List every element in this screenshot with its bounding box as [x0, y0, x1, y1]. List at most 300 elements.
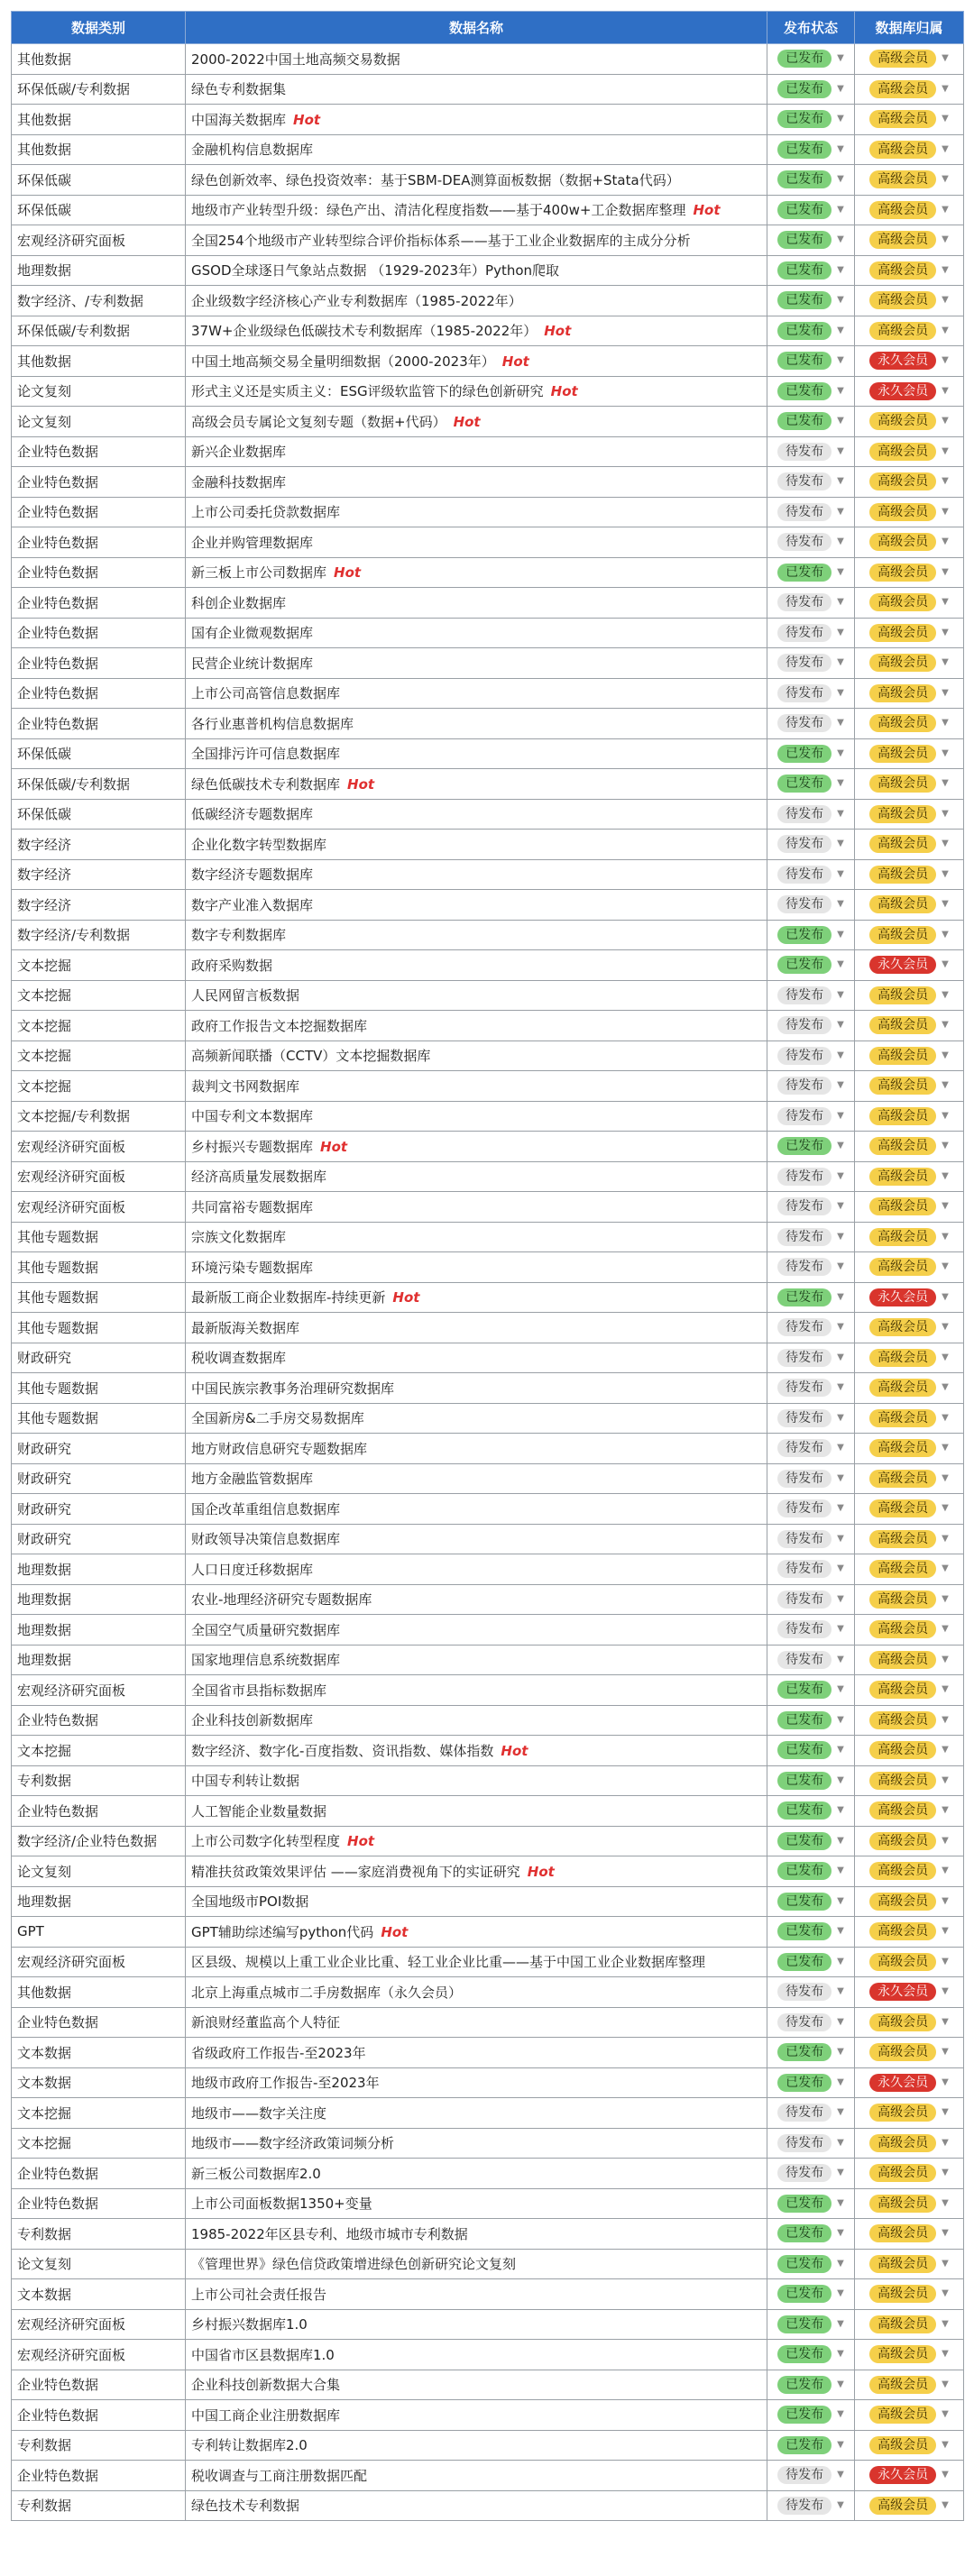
chevron-down-icon[interactable]: ▼ [837, 839, 844, 849]
cell-status[interactable] [767, 1434, 855, 1464]
cell-membership[interactable] [855, 799, 964, 830]
cell-status[interactable] [767, 105, 855, 135]
cell-status[interactable] [767, 799, 855, 830]
cell-status[interactable] [767, 2340, 855, 2370]
chevron-down-icon[interactable]: ▼ [837, 2228, 844, 2239]
cell-status[interactable] [767, 588, 855, 619]
status-badge[interactable]: 已发布 [777, 352, 832, 370]
chevron-down-icon[interactable]: ▼ [942, 1352, 949, 1362]
membership-badge[interactable]: 高级会员 [869, 1197, 936, 1215]
chevron-down-icon[interactable]: ▼ [942, 2168, 949, 2178]
cell-membership[interactable] [855, 316, 964, 346]
membership-badge[interactable]: 高级会员 [869, 2134, 936, 2152]
status-badge[interactable]: 已发布 [777, 322, 832, 340]
chevron-down-icon[interactable]: ▼ [942, 687, 949, 698]
status-badge[interactable]: 待发布 [777, 805, 832, 823]
chevron-down-icon[interactable]: ▼ [837, 143, 844, 154]
chevron-down-icon[interactable]: ▼ [837, 1774, 844, 1785]
status-badge[interactable]: 待发布 [777, 1560, 832, 1578]
membership-badge[interactable]: 高级会员 [869, 1922, 936, 1940]
status-badge[interactable]: 待发布 [777, 1168, 832, 1186]
status-badge[interactable]: 已发布 [777, 80, 832, 98]
membership-badge[interactable]: 高级会员 [869, 2376, 936, 2394]
chevron-down-icon[interactable]: ▼ [837, 747, 844, 758]
cell-membership[interactable] [855, 1282, 964, 1313]
status-badge[interactable]: 待发布 [777, 1107, 832, 1125]
membership-badge[interactable]: 高级会员 [869, 1953, 936, 1971]
cell-status[interactable] [767, 1524, 855, 1554]
cell-status[interactable] [767, 1282, 855, 1313]
cell-membership[interactable] [855, 2370, 964, 2400]
membership-badge[interactable]: 高级会员 [869, 805, 936, 823]
membership-badge[interactable]: 高级会员 [869, 564, 936, 582]
chevron-down-icon[interactable]: ▼ [837, 2499, 844, 2510]
cell-status[interactable] [767, 1373, 855, 1404]
cell-membership[interactable] [855, 2490, 964, 2521]
cell-status[interactable] [767, 2128, 855, 2159]
membership-badge[interactable]: 高级会员 [869, 2104, 936, 2122]
cell-status[interactable] [767, 497, 855, 527]
membership-badge[interactable]: 高级会员 [869, 1801, 936, 1820]
chevron-down-icon[interactable]: ▼ [942, 2258, 949, 2269]
membership-badge[interactable]: 永久会员 [869, 1288, 936, 1306]
status-badge[interactable]: 已发布 [777, 775, 832, 793]
status-badge[interactable]: 已发布 [777, 141, 832, 159]
cell-membership[interactable] [855, 618, 964, 648]
cell-status[interactable] [767, 286, 855, 316]
membership-badge[interactable]: 高级会员 [869, 231, 936, 249]
chevron-down-icon[interactable]: ▼ [942, 536, 949, 547]
chevron-down-icon[interactable]: ▼ [837, 1110, 844, 1121]
membership-badge[interactable]: 高级会员 [869, 2013, 936, 2031]
chevron-down-icon[interactable]: ▼ [837, 1866, 844, 1876]
membership-badge[interactable]: 高级会员 [869, 1772, 936, 1790]
chevron-down-icon[interactable]: ▼ [942, 295, 949, 306]
chevron-down-icon[interactable]: ▼ [837, 1472, 844, 1483]
cell-status[interactable] [767, 1343, 855, 1373]
cell-status[interactable] [767, 1947, 855, 1977]
chevron-down-icon[interactable]: ▼ [942, 1654, 949, 1664]
membership-badge[interactable]: 高级会员 [869, 472, 936, 490]
membership-badge[interactable]: 高级会员 [869, 322, 936, 340]
status-badge[interactable]: 已发布 [777, 1137, 832, 1155]
membership-badge[interactable]: 高级会员 [869, 1651, 936, 1669]
cell-membership[interactable] [855, 1826, 964, 1856]
chevron-down-icon[interactable]: ▼ [837, 295, 844, 306]
membership-badge[interactable]: 高级会员 [869, 170, 936, 188]
status-badge[interactable]: 已发布 [777, 382, 832, 400]
cell-status[interactable] [767, 1132, 855, 1162]
cell-membership[interactable] [855, 2340, 964, 2370]
chevron-down-icon[interactable]: ▼ [942, 2016, 949, 2027]
cell-membership[interactable] [855, 1161, 964, 1192]
chevron-down-icon[interactable]: ▼ [837, 506, 844, 517]
chevron-down-icon[interactable]: ▼ [837, 657, 844, 668]
cell-status[interactable] [767, 1856, 855, 1887]
chevron-down-icon[interactable]: ▼ [837, 2137, 844, 2148]
cell-membership[interactable] [855, 1796, 964, 1827]
chevron-down-icon[interactable]: ▼ [837, 899, 844, 910]
membership-badge[interactable]: 高级会员 [869, 1893, 936, 1911]
cell-status[interactable] [767, 2370, 855, 2400]
chevron-down-icon[interactable]: ▼ [942, 1020, 949, 1031]
status-badge[interactable]: 已发布 [777, 2406, 832, 2424]
chevron-down-icon[interactable]: ▼ [942, 1745, 949, 1756]
cell-membership[interactable] [855, 1011, 964, 1041]
chevron-down-icon[interactable]: ▼ [942, 174, 949, 185]
cell-status[interactable] [767, 2490, 855, 2521]
cell-status[interactable] [767, 2159, 855, 2189]
cell-status[interactable] [767, 1584, 855, 1615]
cell-status[interactable] [767, 2400, 855, 2431]
chevron-down-icon[interactable]: ▼ [942, 778, 949, 789]
cell-membership[interactable] [855, 346, 964, 377]
membership-badge[interactable]: 高级会员 [869, 2224, 936, 2242]
cell-membership[interactable] [855, 1886, 964, 1917]
cell-membership[interactable] [855, 2461, 964, 2491]
membership-badge[interactable]: 高级会员 [869, 684, 936, 702]
cell-status[interactable] [767, 1705, 855, 1736]
status-badge[interactable]: 已发布 [777, 2043, 832, 2061]
membership-badge[interactable]: 高级会员 [869, 2315, 936, 2333]
membership-badge[interactable]: 高级会员 [869, 1379, 936, 1397]
status-badge[interactable]: 已发布 [777, 1953, 832, 1971]
cell-membership[interactable] [855, 436, 964, 467]
status-badge[interactable]: 待发布 [777, 1499, 832, 1517]
chevron-down-icon[interactable]: ▼ [942, 1443, 949, 1453]
chevron-down-icon[interactable]: ▼ [837, 2197, 844, 2208]
cell-membership[interactable] [855, 1132, 964, 1162]
cell-membership[interactable] [855, 859, 964, 890]
membership-badge[interactable]: 高级会员 [869, 261, 936, 280]
status-badge[interactable]: 待发布 [777, 1470, 832, 1488]
chevron-down-icon[interactable]: ▼ [942, 83, 949, 94]
chevron-down-icon[interactable]: ▼ [837, 174, 844, 185]
membership-badge[interactable]: 高级会员 [869, 1137, 936, 1155]
membership-badge[interactable]: 高级会员 [869, 503, 936, 521]
membership-badge[interactable]: 高级会员 [869, 835, 936, 853]
cell-membership[interactable] [855, 407, 964, 437]
status-badge[interactable]: 待发布 [777, 443, 832, 461]
chevron-down-icon[interactable]: ▼ [942, 1714, 949, 1725]
status-badge[interactable]: 已发布 [777, 201, 832, 219]
membership-badge[interactable]: 高级会员 [869, 1499, 936, 1517]
chevron-down-icon[interactable]: ▼ [837, 2076, 844, 2087]
membership-badge[interactable]: 高级会员 [869, 745, 936, 763]
cell-status[interactable] [767, 890, 855, 921]
chevron-down-icon[interactable]: ▼ [837, 1322, 844, 1333]
cell-membership[interactable] [855, 1192, 964, 1223]
cell-status[interactable] [767, 2188, 855, 2219]
status-badge[interactable]: 已发布 [777, 1741, 832, 1759]
chevron-down-icon[interactable]: ▼ [837, 1231, 844, 1242]
membership-badge[interactable]: 高级会员 [869, 533, 936, 551]
cell-status[interactable] [767, 1040, 855, 1071]
cell-membership[interactable] [855, 2128, 964, 2159]
chevron-down-icon[interactable]: ▼ [942, 1050, 949, 1060]
chevron-down-icon[interactable]: ▼ [942, 1231, 949, 1242]
status-badge[interactable]: 已发布 [777, 2074, 832, 2092]
chevron-down-icon[interactable]: ▼ [942, 1805, 949, 1816]
status-badge[interactable]: 待发布 [777, 533, 832, 551]
membership-badge[interactable]: 永久会员 [869, 2466, 936, 2484]
cell-status[interactable] [767, 1071, 855, 1102]
chevron-down-icon[interactable]: ▼ [942, 566, 949, 577]
status-badge[interactable]: 已发布 [777, 2224, 832, 2242]
cell-membership[interactable] [855, 1615, 964, 1646]
membership-badge[interactable]: 永久会员 [869, 352, 936, 370]
cell-membership[interactable] [855, 1373, 964, 1404]
status-badge[interactable]: 待发布 [777, 1016, 832, 1034]
status-badge[interactable]: 待发布 [777, 1409, 832, 1427]
status-badge[interactable]: 待发布 [777, 1318, 832, 1336]
cell-status[interactable] [767, 1615, 855, 1646]
cell-membership[interactable] [855, 527, 964, 558]
status-badge[interactable]: 待发布 [777, 1349, 832, 1367]
chevron-down-icon[interactable]: ▼ [837, 1805, 844, 1816]
cell-membership[interactable] [855, 1705, 964, 1736]
chevron-down-icon[interactable]: ▼ [837, 234, 844, 245]
chevron-down-icon[interactable]: ▼ [837, 476, 844, 487]
chevron-down-icon[interactable]: ▼ [942, 718, 949, 729]
cell-status[interactable] [767, 1675, 855, 1706]
chevron-down-icon[interactable]: ▼ [837, 1986, 844, 1997]
status-badge[interactable]: 待发布 [777, 1228, 832, 1246]
cell-membership[interactable] [855, 44, 964, 75]
chevron-down-icon[interactable]: ▼ [942, 1382, 949, 1393]
chevron-down-icon[interactable]: ▼ [942, 1866, 949, 1876]
chevron-down-icon[interactable]: ▼ [837, 778, 844, 789]
chevron-down-icon[interactable]: ▼ [942, 1080, 949, 1091]
status-badge[interactable]: 已发布 [777, 170, 832, 188]
chevron-down-icon[interactable]: ▼ [942, 839, 949, 849]
status-badge[interactable]: 已发布 [777, 1832, 832, 1850]
chevron-down-icon[interactable]: ▼ [837, 1835, 844, 1846]
chevron-down-icon[interactable]: ▼ [837, 1080, 844, 1091]
status-badge[interactable]: 待发布 [777, 1258, 832, 1276]
membership-badge[interactable]: 高级会员 [869, 80, 936, 98]
status-badge[interactable]: 已发布 [777, 1801, 832, 1820]
cell-status[interactable] [767, 1403, 855, 1434]
chevron-down-icon[interactable]: ▼ [942, 1895, 949, 1906]
cell-membership[interactable] [855, 1977, 964, 2008]
cell-membership[interactable] [855, 709, 964, 739]
membership-badge[interactable]: 高级会员 [869, 2436, 936, 2454]
cell-status[interactable] [767, 195, 855, 225]
chevron-down-icon[interactable]: ▼ [942, 1926, 949, 1937]
cell-membership[interactable] [855, 1101, 964, 1132]
cell-membership[interactable] [855, 225, 964, 256]
chevron-down-icon[interactable]: ▼ [837, 2047, 844, 2058]
chevron-down-icon[interactable]: ▼ [837, 2349, 844, 2360]
membership-badge[interactable]: 高级会员 [869, 2406, 936, 2424]
membership-badge[interactable]: 高级会员 [869, 1439, 936, 1457]
status-badge[interactable]: 待发布 [777, 2497, 832, 2515]
cell-membership[interactable] [855, 980, 964, 1011]
chevron-down-icon[interactable]: ▼ [837, 1141, 844, 1151]
chevron-down-icon[interactable]: ▼ [942, 2379, 949, 2389]
chevron-down-icon[interactable]: ▼ [837, 1291, 844, 1302]
cell-membership[interactable] [855, 2400, 964, 2431]
chevron-down-icon[interactable]: ▼ [837, 1684, 844, 1695]
cell-membership[interactable] [855, 2279, 964, 2310]
chevron-down-icon[interactable]: ▼ [837, 808, 844, 819]
chevron-down-icon[interactable]: ▼ [942, 899, 949, 910]
chevron-down-icon[interactable]: ▼ [942, 627, 949, 637]
chevron-down-icon[interactable]: ▼ [942, 989, 949, 1000]
cell-status[interactable] [767, 1765, 855, 1796]
cell-membership[interactable] [855, 1917, 964, 1948]
membership-badge[interactable]: 永久会员 [869, 382, 936, 400]
chevron-down-icon[interactable]: ▼ [942, 1412, 949, 1423]
cell-status[interactable] [767, 2219, 855, 2250]
cell-status[interactable] [767, 1222, 855, 1252]
membership-badge[interactable]: 高级会员 [869, 1470, 936, 1488]
chevron-down-icon[interactable]: ▼ [837, 2016, 844, 2027]
cell-membership[interactable] [855, 738, 964, 769]
chevron-down-icon[interactable]: ▼ [837, 2409, 844, 2420]
membership-badge[interactable]: 高级会员 [869, 50, 936, 68]
cell-status[interactable] [767, 1101, 855, 1132]
chevron-down-icon[interactable]: ▼ [837, 1654, 844, 1664]
membership-badge[interactable]: 高级会员 [869, 895, 936, 913]
cell-status[interactable] [767, 1796, 855, 1827]
chevron-down-icon[interactable]: ▼ [837, 1745, 844, 1756]
chevron-down-icon[interactable]: ▼ [837, 2258, 844, 2269]
cell-status[interactable] [767, 1494, 855, 1525]
cell-membership[interactable] [855, 1645, 964, 1675]
status-badge[interactable]: 已发布 [777, 1288, 832, 1306]
chevron-down-icon[interactable]: ▼ [837, 355, 844, 366]
membership-badge[interactable]: 高级会员 [869, 1409, 936, 1427]
membership-badge[interactable]: 高级会员 [869, 2497, 936, 2515]
chevron-down-icon[interactable]: ▼ [942, 597, 949, 608]
chevron-down-icon[interactable]: ▼ [837, 325, 844, 335]
membership-badge[interactable]: 永久会员 [869, 956, 936, 974]
chevron-down-icon[interactable]: ▼ [942, 385, 949, 396]
status-badge[interactable]: 已发布 [777, 2376, 832, 2394]
cell-membership[interactable] [855, 2067, 964, 2098]
cell-status[interactable] [767, 1192, 855, 1223]
cell-status[interactable] [767, 165, 855, 196]
chevron-down-icon[interactable]: ▼ [837, 1020, 844, 1031]
chevron-down-icon[interactable]: ▼ [942, 264, 949, 275]
membership-badge[interactable]: 高级会员 [869, 714, 936, 732]
chevron-down-icon[interactable]: ▼ [942, 1201, 949, 1212]
membership-badge[interactable]: 高级会员 [869, 2195, 936, 2213]
chevron-down-icon[interactable]: ▼ [942, 2288, 949, 2299]
membership-badge[interactable]: 高级会员 [869, 775, 936, 793]
cell-status[interactable] [767, 2038, 855, 2068]
chevron-down-icon[interactable]: ▼ [942, 657, 949, 668]
chevron-down-icon[interactable]: ▼ [942, 808, 949, 819]
chevron-down-icon[interactable]: ▼ [942, 929, 949, 940]
chevron-down-icon[interactable]: ▼ [837, 1170, 844, 1181]
status-badge[interactable]: 待发布 [777, 593, 832, 611]
cell-membership[interactable] [855, 1494, 964, 1525]
chevron-down-icon[interactable]: ▼ [942, 959, 949, 970]
chevron-down-icon[interactable]: ▼ [837, 868, 844, 879]
cell-membership[interactable] [855, 2159, 964, 2189]
chevron-down-icon[interactable]: ▼ [942, 506, 949, 517]
status-badge[interactable]: 待发布 [777, 835, 832, 853]
membership-badge[interactable]: 高级会员 [869, 624, 936, 642]
membership-badge[interactable]: 高级会员 [869, 1016, 936, 1034]
status-badge[interactable]: 已发布 [777, 1681, 832, 1699]
cell-membership[interactable] [855, 467, 964, 498]
membership-badge[interactable]: 高级会员 [869, 593, 936, 611]
cell-status[interactable] [767, 618, 855, 648]
status-badge[interactable]: 已发布 [777, 291, 832, 309]
chevron-down-icon[interactable]: ▼ [837, 1443, 844, 1453]
chevron-down-icon[interactable]: ▼ [942, 2318, 949, 2329]
status-badge[interactable]: 待发布 [777, 654, 832, 672]
cell-status[interactable] [767, 1826, 855, 1856]
status-badge[interactable]: 已发布 [777, 745, 832, 763]
chevron-down-icon[interactable]: ▼ [942, 2107, 949, 2118]
status-badge[interactable]: 已发布 [777, 231, 832, 249]
status-badge[interactable]: 已发布 [777, 261, 832, 280]
chevron-down-icon[interactable]: ▼ [942, 2197, 949, 2208]
chevron-down-icon[interactable]: ▼ [837, 2439, 844, 2450]
cell-status[interactable] [767, 648, 855, 679]
chevron-down-icon[interactable]: ▼ [837, 445, 844, 456]
status-badge[interactable]: 已发布 [777, 1862, 832, 1880]
cell-status[interactable] [767, 1313, 855, 1343]
chevron-down-icon[interactable]: ▼ [942, 747, 949, 758]
chevron-down-icon[interactable]: ▼ [942, 1684, 949, 1695]
chevron-down-icon[interactable]: ▼ [837, 2318, 844, 2329]
cell-membership[interactable] [855, 1947, 964, 1977]
cell-status[interactable] [767, 436, 855, 467]
chevron-down-icon[interactable]: ▼ [837, 264, 844, 275]
status-badge[interactable]: 已发布 [777, 2315, 832, 2333]
chevron-down-icon[interactable]: ▼ [942, 1261, 949, 1272]
chevron-down-icon[interactable]: ▼ [942, 1141, 949, 1151]
membership-badge[interactable]: 高级会员 [869, 1077, 936, 1095]
cell-membership[interactable] [855, 950, 964, 981]
chevron-down-icon[interactable]: ▼ [942, 1170, 949, 1181]
cell-membership[interactable] [855, 1554, 964, 1585]
cell-membership[interactable] [855, 2249, 964, 2279]
status-badge[interactable]: 待发布 [777, 2164, 832, 2182]
chevron-down-icon[interactable]: ▼ [942, 143, 949, 154]
membership-badge[interactable]: 高级会员 [869, 926, 936, 944]
membership-badge[interactable]: 高级会员 [869, 412, 936, 430]
cell-status[interactable] [767, 1011, 855, 1041]
membership-badge[interactable]: 永久会员 [869, 2074, 936, 2092]
cell-status[interactable] [767, 2249, 855, 2279]
status-badge[interactable]: 待发布 [777, 1379, 832, 1397]
status-badge[interactable]: 待发布 [777, 624, 832, 642]
status-badge[interactable]: 已发布 [777, 1772, 832, 1790]
status-badge[interactable]: 待发布 [777, 2013, 832, 2031]
membership-badge[interactable]: 高级会员 [869, 2345, 936, 2363]
cell-status[interactable] [767, 1645, 855, 1675]
membership-badge[interactable]: 高级会员 [869, 1530, 936, 1548]
membership-badge[interactable]: 高级会员 [869, 1711, 936, 1729]
status-badge[interactable]: 待发布 [777, 503, 832, 521]
chevron-down-icon[interactable]: ▼ [942, 234, 949, 245]
cell-membership[interactable] [855, 678, 964, 709]
status-badge[interactable]: 已发布 [777, 956, 832, 974]
cell-status[interactable] [767, 316, 855, 346]
membership-badge[interactable]: 高级会员 [869, 1862, 936, 1880]
cell-membership[interactable] [855, 1343, 964, 1373]
status-badge[interactable]: 已发布 [777, 564, 832, 582]
cell-status[interactable] [767, 44, 855, 75]
cell-membership[interactable] [855, 134, 964, 165]
